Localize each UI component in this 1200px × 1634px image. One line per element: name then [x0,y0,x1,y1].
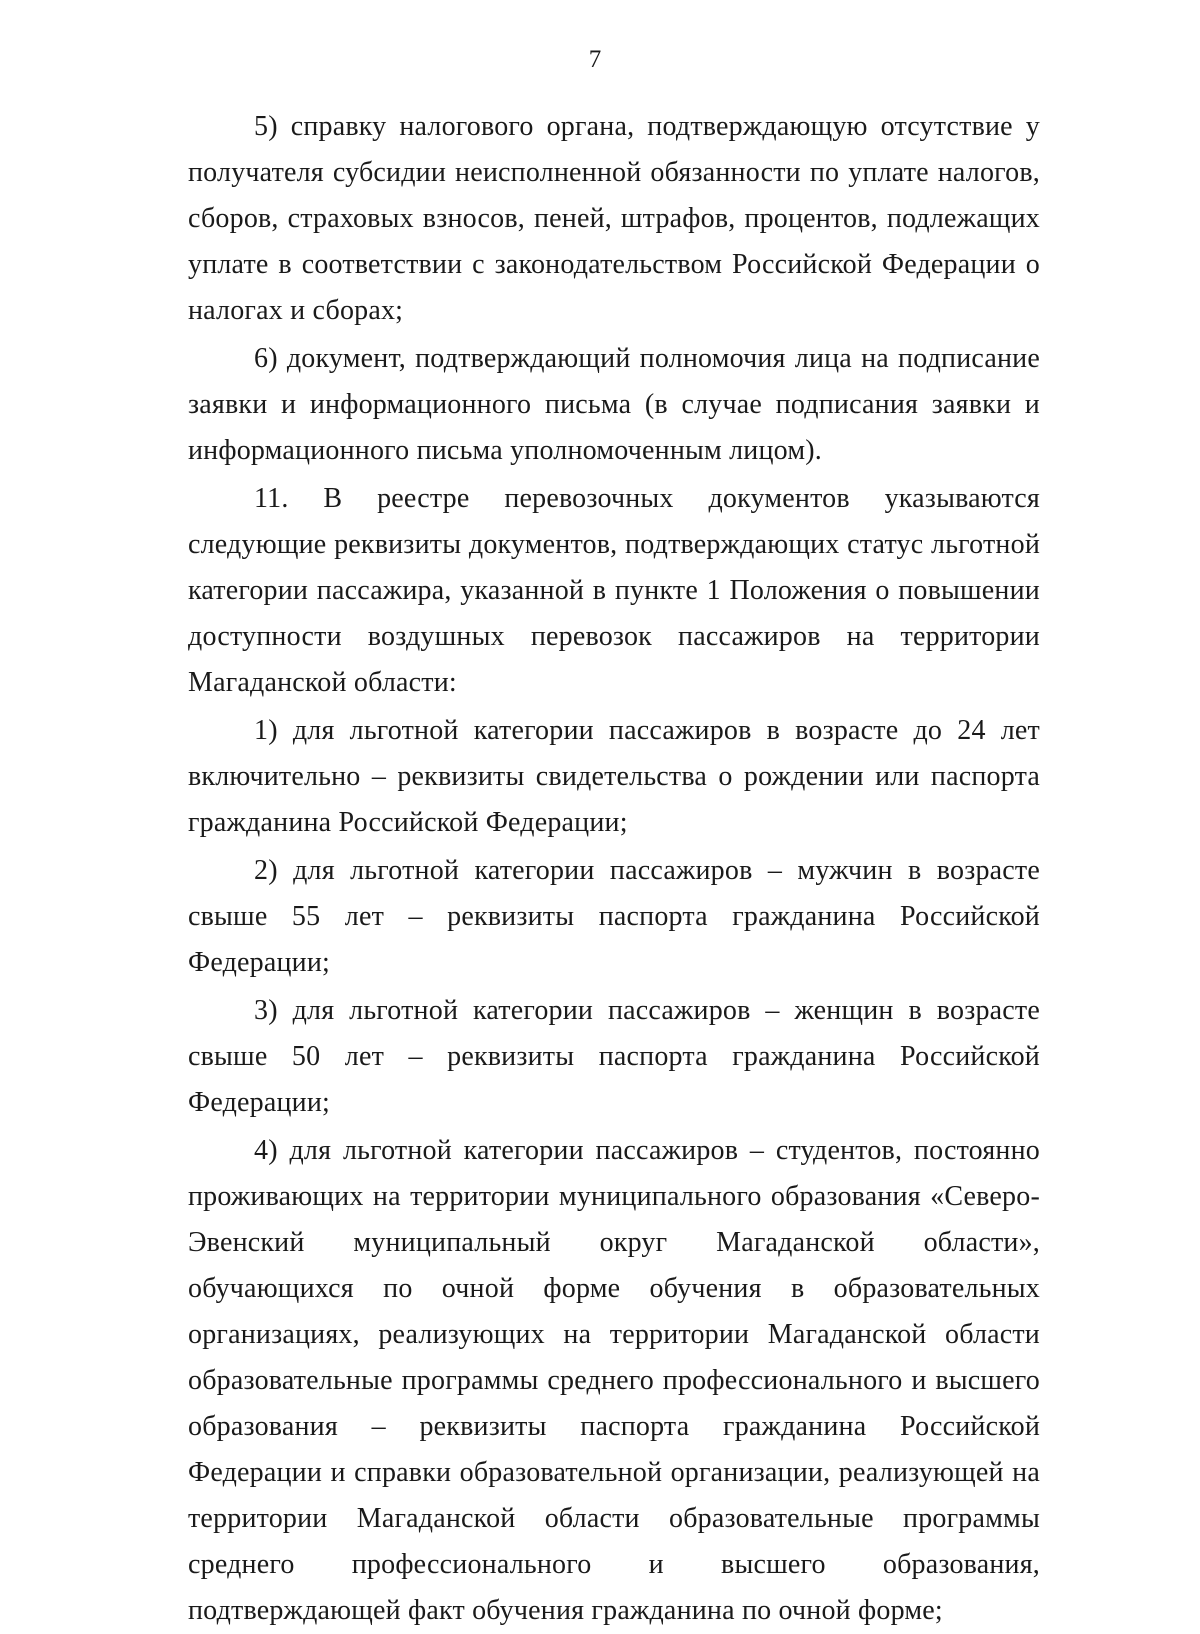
paragraph-item-4-students: 4) для льготной категории пассажиров – студентов, постоянно проживающих на территории муниципального образования «Северо-Эвенский муниципальный округ Магаданской области», обучающихся по очной форме обучения в образовательных организациях, реализующих на территории Магаданской области образовательные программы среднего профессионального и высшего образования – реквизиты паспорта гражданина Российской Федерации и справки образовательной организации, реализующей на территории Магаданской области образовательные программы среднего профессионального и высшего образования, подтверждающей факт обучения гражданина по очной форме; [188,1135,1040,1626]
document-body [188,104,1040,1634]
paragraph-item-5-tax-certificate: 5) справку налогового органа, подтверждающую отсутствие у получателя субсидии неисполненной обязанности по уплате налогов, сборов, страховых взносов, пеней, штрафов, процентов, подлежащих уплате в соответствии с законодательством Российской Федерации о налогах и сборах; [188,111,1040,326]
paragraph-item-2-men-over-55: 2) для льготной категории пассажиров – мужчин в возрасте свыше 55 лет – реквизиты паспорта гражданина Российской Федерации; [188,855,1040,978]
paragraph-item-3-women-over-50: 3) для льготной категории пассажиров – женщин в возрасте свыше 50 лет – реквизиты паспорта гражданина Российской Федерации; [188,995,1040,1118]
paragraph-item-6-authority-document: 6) документ, подтверждающий полномочия лица на подписание заявки и информационного письма (в случае подписания заявки и информационного письма уполномоченным лицом). [188,343,1040,466]
paragraph-item-1-under-24: 1) для льготной категории пассажиров в возрасте до 24 лет включительно – реквизиты свидетельства о рождении или паспорта гражданина Российской Федерации; [188,715,1040,838]
page-number: 7 [588,46,602,73]
paragraph-clause-11: 11. В реестре перевозочных документов указываются следующие реквизиты документов, подтверждающих статус льготной категории пассажира, указанной в пункте 1 Положения о повышении доступности воздушных перевозок пассажиров на территории Магаданской области: [188,483,1040,698]
